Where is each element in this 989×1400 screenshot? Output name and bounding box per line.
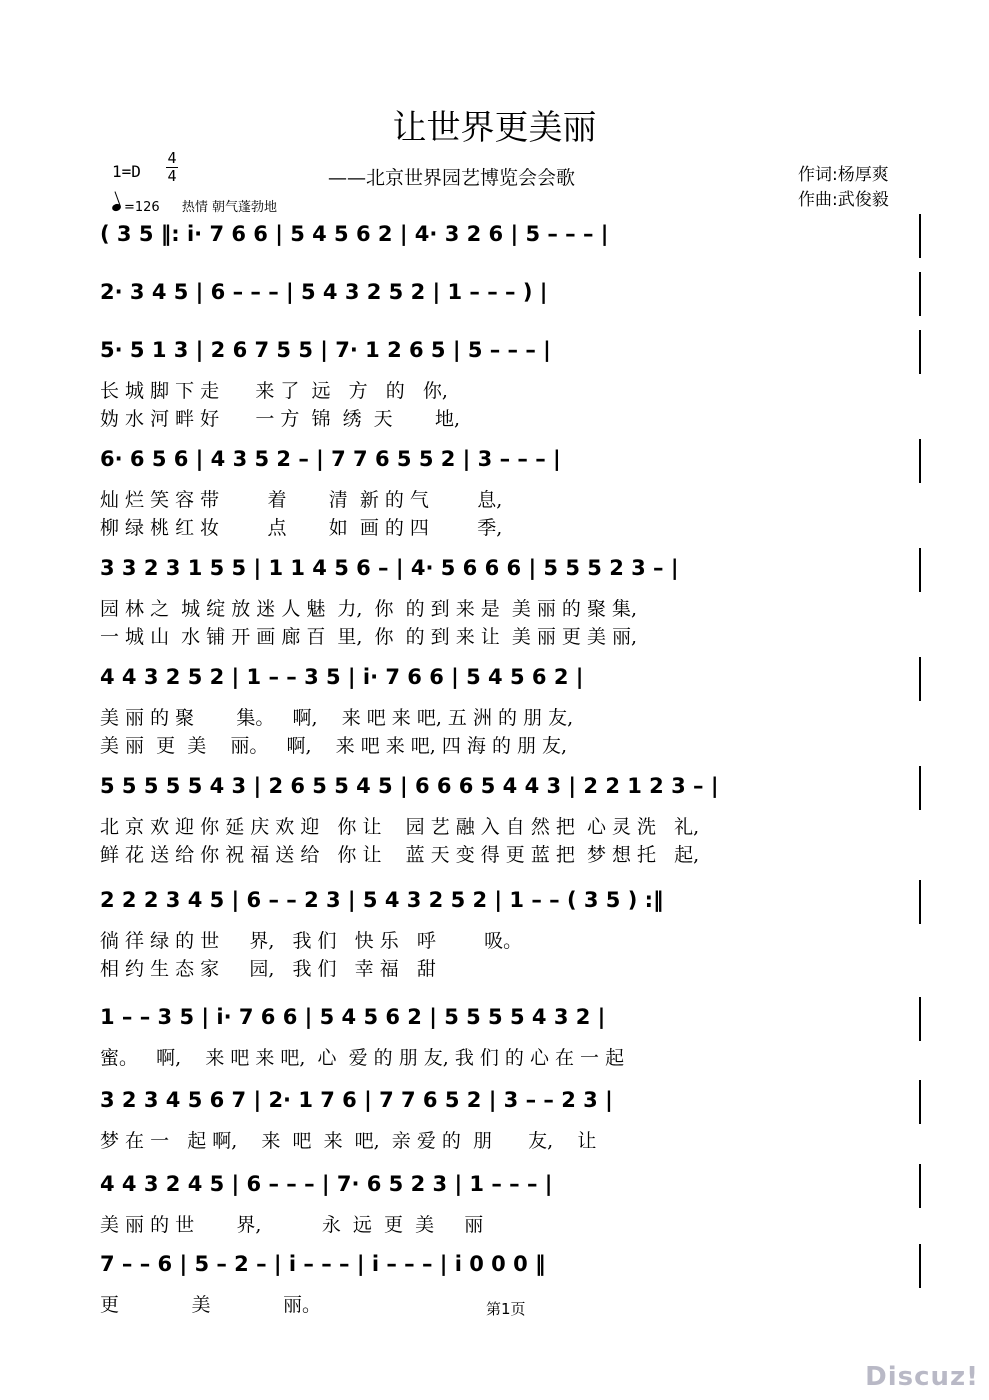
lyric-line: 徜 徉 绿 的 世 界, 我 们 快 乐 呼 吸。 [100,930,523,952]
subtitle: ——北京世界园艺博览会会歌 [328,167,576,189]
composer-credit: 作曲:武俊毅 [798,190,889,210]
bar-line [919,330,921,374]
watermark: Discuz! [865,1362,979,1392]
music-line: 6· 6 5 6 | 4 3 5 2 – | 7 7 6 5 5 2 | 3 – – – | [100,447,561,471]
time-signature [166,150,178,185]
lyric-line: 一 城 山 水 铺 开 画 廊 百 里, 你 的 到 来 让 美 丽 更 美 丽, [100,626,638,648]
bar-line [919,1244,921,1288]
lyric-line: 美 丽 的 世 界, 永 远 更 美 丽 [100,1214,484,1236]
lyric-line: 长 城 脚 下 走 来 了 远 方 的 你, [100,380,448,402]
music-line: 5· 5 1 3 | 2 6 7 5 5 | 7· 1 2 6 5 | 5 – – – | [100,338,551,362]
bar-line [919,766,921,810]
bar-line [919,880,921,924]
music-line: 4 4 3 2 4 5 | 6 – – – | 7· 6 5 2 3 | 1 – – – | [100,1172,553,1196]
lyric-line: 鲜 花 送 给 你 祝 福 送 给 你 让 蓝 天 变 得 更 蓝 把 梦 想 托 起, [100,844,700,866]
music-line: 2 2 2 3 4 5 | 6 – – 2 3 | 5 4 3 2 5 2 | 1 – – ( 3 5 ) :‖ [100,888,664,912]
lyric-line: 柳 绿 桃 红 妆 点 如 画 的 四 季, [100,517,503,539]
lyric-line: 梦 在 一 起 啊, 来 吧 来 吧, 亲 爱 的 朋 友, 让 [100,1130,597,1152]
lyric-line: 相 约 生 态 家 园, 我 们 幸 福 甜 [100,958,436,980]
music-line: 5 5 5 5 5 4 3 | 2 6 5 5 4 5 | 6 6 6 5 4 4 3 | 2 2 1 2 3 – | [100,774,719,798]
page-number: 第1页 [486,1300,526,1318]
music-line: ( 3 5 ‖: i· 7 6 6 | 5 4 5 6 2 | 4· 3 2 6 | 5 – – – | [100,222,609,246]
expression-marking: 热情 朝气蓬勃地 [181,200,277,215]
music-line: 3 2 3 4 5 6 7 | 2· 1 7 6 | 7 7 6 5 2 | 3 – – 2 3 | [100,1088,613,1112]
lyric-line: 美 丽 的 聚 集。 啊, 来 吧 来 吧, 五 洲 的 朋 友, [100,707,574,729]
music-line: 1 – – 3 5 | i· 7 6 6 | 5 4 5 6 2 | 5 5 5 5 4 3 2 | [100,1005,606,1029]
time-signature-bottom: 4 [167,167,177,185]
time-signature-top: 4 [167,149,177,167]
bar-line [919,997,921,1041]
lyric-line: 更 美 丽。 [100,1294,321,1316]
tempo-value: =126 [124,200,160,215]
bar-line [919,214,921,258]
bar-line [919,548,921,592]
bar-line [919,657,921,701]
lyric-line: 园 林 之 城 绽 放 迷 人 魅 力, 你 的 到 来 是 美 丽 的 聚 集, [100,598,638,620]
key-signature: 1=D [112,162,141,181]
lyricist-credit: 作词:杨厚爽 [798,165,889,185]
music-line: 2· 3 4 5 | 6 – – – | 5 4 3 2 5 2 | 1 – – – ) | [100,280,548,304]
lyric-line: 妫 水 河 畔 好 一 方 锦 绣 天 地, [100,408,460,430]
lyric-line: 蜜。 啊, 来 吧 来 吧, 心 爱 的 朋 友, 我 们 的 心 在 一 起 [100,1047,625,1069]
bar-line [919,272,921,316]
music-line: 7 – – 6 | 5 – 2 – | i – – – | i – – – | i 0 0 0 ‖ [100,1252,546,1276]
lyric-line: 灿 烂 笑 容 带 着 清 新 的 气 息, [100,489,503,511]
music-line: 3 3 2 3 1 5 5 | 1 1 4 5 6 – | 4· 5 6 6 6 | 5 5 5 2 3 – | [100,556,679,580]
music-line: 4 4 3 2 5 2 | 1 – – 3 5 | i· 7 6 6 | 5 4 5 6 2 | [100,665,584,689]
bar-line [919,1080,921,1124]
lyric-line: 北 京 欢 迎 你 延 庆 欢 迎 你 让 园 艺 融 入 自 然 把 心 灵 洗 礼, [100,816,700,838]
lyric-line: 美 丽 更 美 丽。 啊, 来 吧 来 吧, 四 海 的 朋 友, [100,735,568,757]
page-title: 让世界更美丽 [392,108,597,148]
bar-line [919,1164,921,1208]
bar-line [919,439,921,483]
quarter-note-icon [111,203,122,213]
tempo-marking [112,196,277,215]
